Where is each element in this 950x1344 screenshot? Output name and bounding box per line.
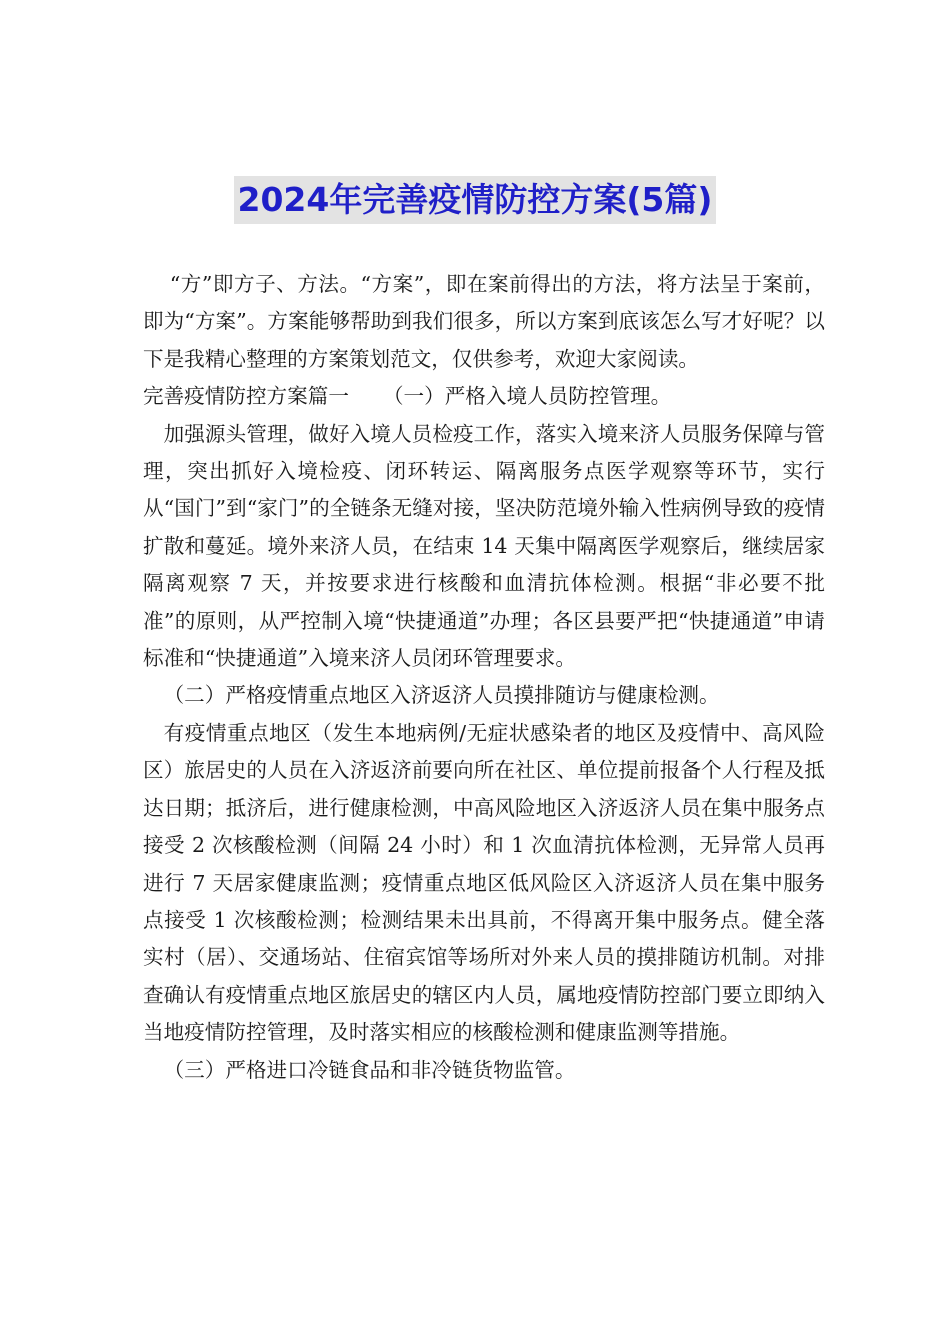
heading-2: （二）严格疫情重点地区入济返济人员摸排随访与健康检测。 [163,683,720,708]
section-title: 完善疫情防控方案篇一 [143,384,349,409]
paragraph-2: 有疫情重点地区（发生本地病例/无症状感染者的地区及疫情中、高风险区）旅居史的人员在入济返济前要向所在社区、单位提前报备个人行程及抵达日期；抵济后，进行健康检测，中高风险地区入济返济人员在集中服务点接受 2 次核酸检测（间隔 24 小时）和 1 次血清抗体检测，无异常人员再进行 7 天居家健康监测；疫情重点地区低风险区入济返济人员在集中服务点接受 1 次核酸检测；检测结果未出具前，不得离开集中服务点。健全落实村（居）、交通场站、住宿宾馆等场所对外来人员的摸排随访机制。对排查确认有疫情重点地区旅居史的辖区内人员，属地疫情防控部门要立即纳入当地疫情防控管理，及时落实相应的核酸检测和健康监测等措施。 [143,720,825,1045]
paragraph-1: 加强源头管理，做好入境人员检疫工作，落实入境来济人员服务保障与管理，突出抓好入境检疫、闭环转运、隔离服务点医学观察等环节，实行从“国门”到“家门”的全链条无缝对接，坚决防范境外输入性病例导致的疫情扩散和蔓延。境外来济人员，在结束 14 天集中隔离医学观察后，继续居家隔离观察 7 天，并按要求进行核酸和血清抗体检测。根据“非必要不批准”的原则，从严控制入境“快捷通道”办理；各区县要严把“快捷通道”申请标准和“快捷通道”入境来济人员闭环管理要求。 [143,421,825,671]
intro-paragraph: “方”即方子、方法。“方案”，即在案前得出的方法，将方法呈于案前，即为“方案”。方案能够帮助到我们很多，所以方案到底该怎么写才好呢？以下是我精心整理的方案策划范文，仅供参考，欢迎大家阅读。 [143,272,825,371]
document-body [143,266,825,1089]
section-heading-1: （一）严格入境人员防控管理。 [382,384,672,409]
heading-3: （三）严格进口冷链食品和非冷链货物监管。 [163,1057,576,1082]
document-title: 2024年完善疫情防控方案(5篇) [234,176,717,224]
section-line [143,378,825,415]
title-container [0,176,950,224]
